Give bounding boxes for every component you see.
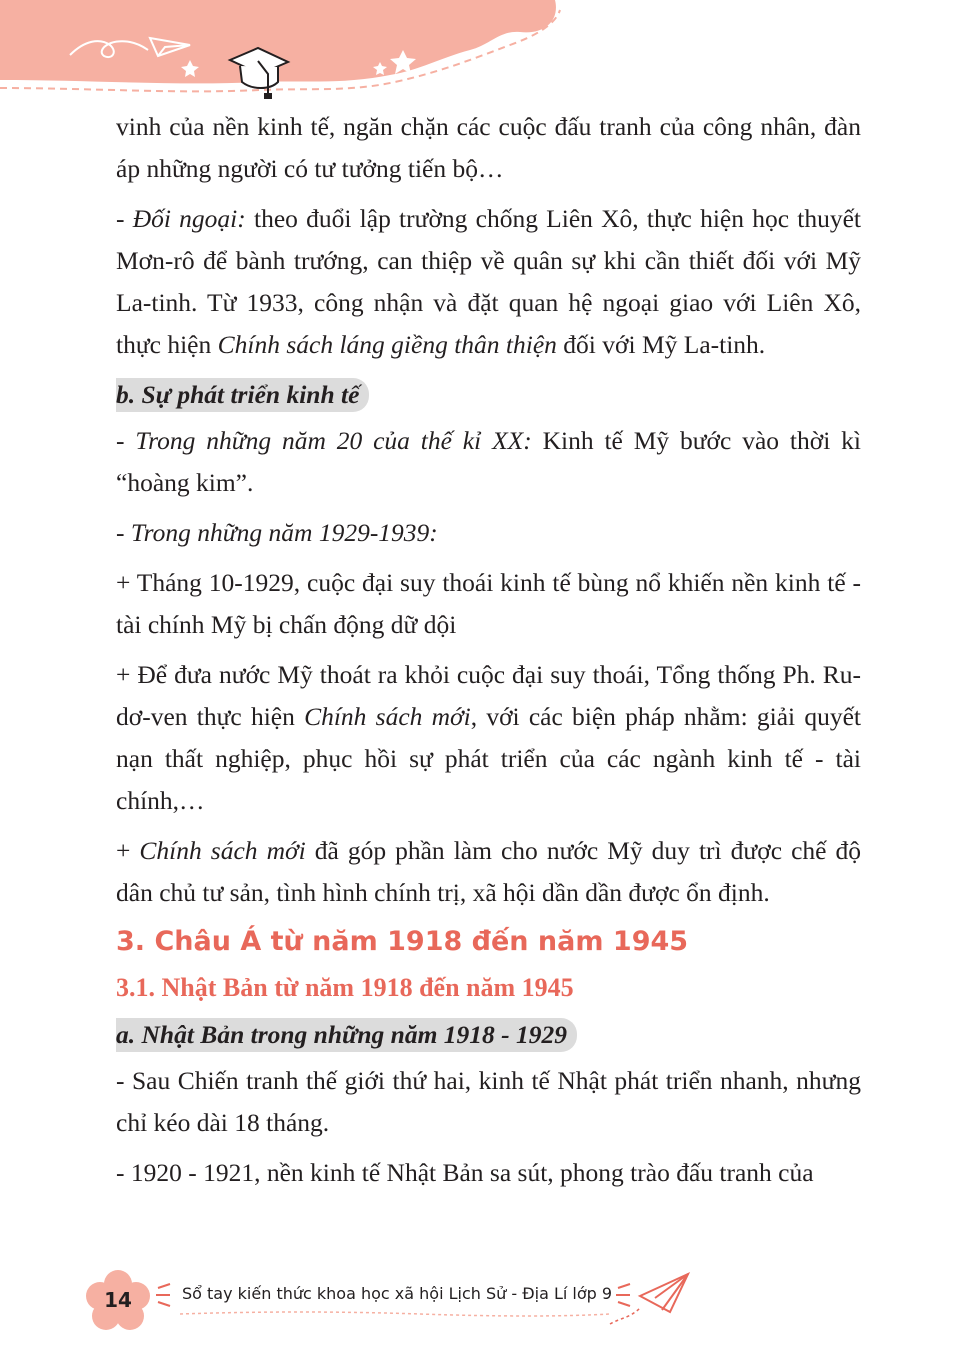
subheading: b. Sự phát triển kinh tế [116,378,369,412]
italic-label: - Đối ngoại: [116,204,246,233]
paragraph: - Trong những năm 20 của thế kỉ XX: Kinh tế Mỹ bước vào thời kì “hoàng kim”. [116,426,861,497]
section-subtitle: 3.1. Nhật Bản từ năm 1918 đến năm 1945 [116,973,574,1002]
paragraph: - Sau Chiến tranh thế giới thứ hai, kinh tế Nhật phát triển nhanh, nhưng chỉ kéo dài 18 tháng. [116,1066,861,1137]
subheading: a. Nhật Bản trong những năm 1918 - 1929 [116,1018,577,1052]
page-number: 14 [104,1288,132,1312]
section-title: 3. Châu Á từ năm 1918 đến năm 1945 [116,926,689,957]
paper-plane-icon [610,1274,688,1324]
paragraph: + Để đưa nước Mỹ thoát ra khỏi cuộc đại suy thoái, Tổng thống Ph. Ru-dơ-ven thực hiện Chính sách mới, với các biện pháp nhằm: giải quyết nạn thất nghiệp, phục hồi sự phát triển của các ngành kinh tế - tài chính,… [116,660,861,815]
document-body [116,106,861,1202]
paragraph: vinh của nền kinh tế, ngăn chặn các cuộc đấu tranh của công nhân, đàn áp những người có tư tưởng tiến bộ… [116,112,861,183]
paragraph: - Trong những năm 1929-1939: [116,518,438,547]
paragraph: + Chính sách mới đã góp phần làm cho nước Mỹ duy trì được chế độ dân chủ tư sản, tình hình chính trị, xã hội dần dần được ổn định. [116,836,861,907]
page-footer [0,1262,961,1362]
paragraph: - 1920 - 1921, nền kinh tế Nhật Bản sa sút, phong trào đấu tranh của [116,1158,814,1187]
header-decoration [0,0,961,110]
paragraph: - Đối ngoại: theo đuổi lập trường chống Liên Xô, thực hiện học thuyết Mơn-rô để bành trướng, can thiệp về quân sự khi cần thiết đối với Mỹ La-tinh. Từ 1933, công nhận và đặt quan hệ ngoại giao với Liên Xô, thực hiện Chính sách láng giềng thân thiện đối với Mỹ La-tinh. [116,204,861,359]
paragraph: + Tháng 10-1929, cuộc đại suy thoái kinh tế bùng nổ khiến nền kinh tế - tài chính Mỹ bị chấn động dữ dội [116,568,861,639]
footer-title: Sổ tay kiến thức khoa học xã hội Lịch Sử - Địa Lí lớp 9 [182,1284,613,1303]
